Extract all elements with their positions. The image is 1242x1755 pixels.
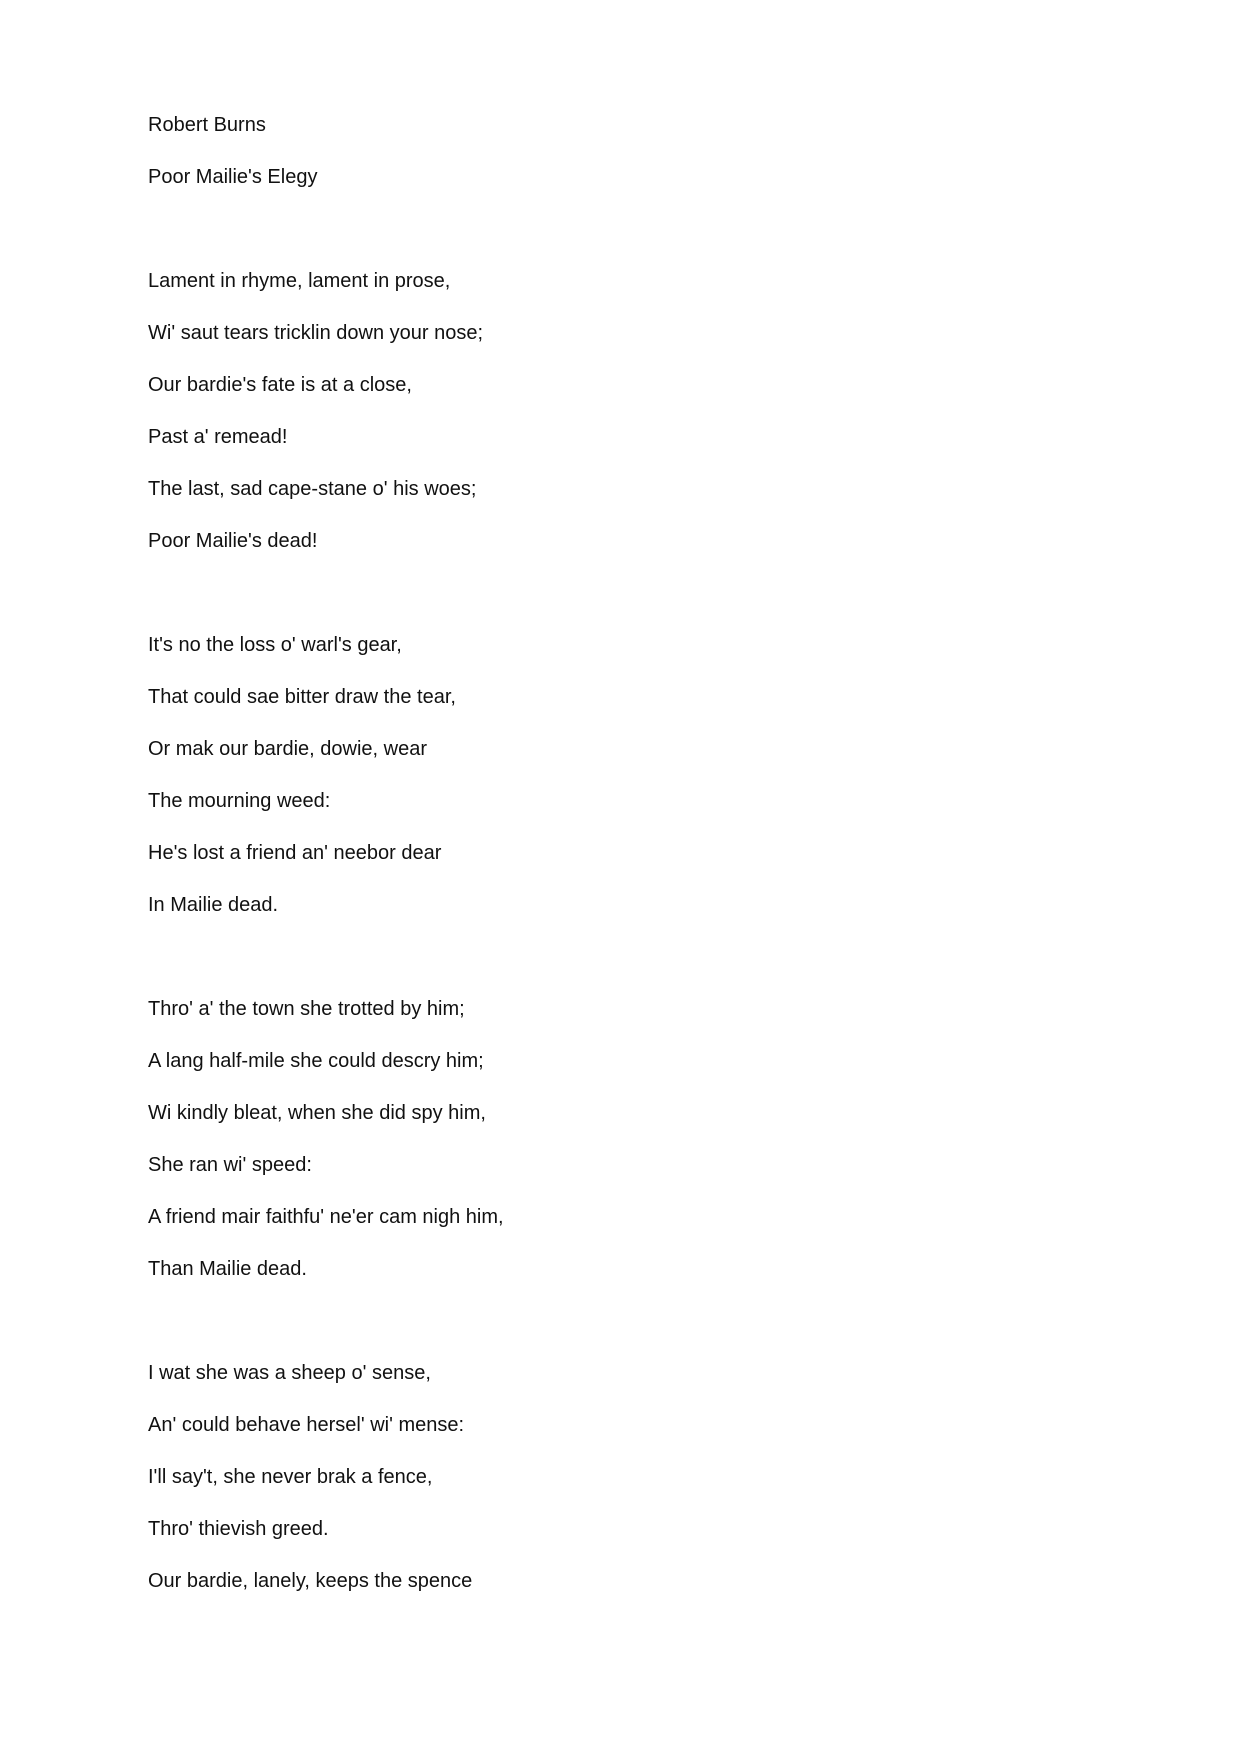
poem-line: The mourning weed:	[148, 790, 331, 812]
poem-line: Or mak our bardie, dowie, wear	[148, 738, 428, 760]
poem-line: Wi kindly bleat, when she did spy him,	[148, 1102, 486, 1124]
poem-line: He's lost a friend an' neebor dear	[148, 842, 442, 864]
stanza-1	[148, 264, 504, 576]
poem-line: The last, sad cape-stane o' his woes;	[148, 478, 477, 500]
poem-line: Past a' remead!	[148, 426, 288, 448]
poem-body	[148, 108, 504, 1616]
poem-line: I'll say't, she never brak a fence,	[148, 1466, 433, 1488]
stanza-4	[148, 1356, 504, 1616]
stanza-gap	[148, 212, 504, 264]
poem-line: Our bardie's fate is at a close,	[148, 374, 412, 396]
poem-line: Our bardie, lanely, keeps the spence	[148, 1570, 473, 1592]
poem-line: She ran wi' speed:	[148, 1154, 312, 1176]
poem-line: A lang half-mile she could descry him;	[148, 1050, 484, 1072]
author-line: Robert Burns	[148, 114, 266, 136]
poem-line: A friend mair faithfu' ne'er cam nigh him,	[148, 1206, 504, 1228]
poem-line: Wi' saut tears tricklin down your nose;	[148, 322, 484, 344]
poem-title: Poor Mailie's Elegy	[148, 166, 318, 188]
poem-line: It's no the loss o' warl's gear,	[148, 634, 402, 656]
stanza-3	[148, 992, 504, 1304]
poem-line: Thro' a' the town she trotted by him;	[148, 998, 465, 1020]
poem-line: Than Mailie dead.	[148, 1258, 307, 1280]
poem-line: Thro' thievish greed.	[148, 1518, 329, 1540]
poem-line: In Mailie dead.	[148, 894, 279, 916]
poem-line: An' could behave hersel' wi' mense:	[148, 1414, 465, 1436]
poem-line: That could sae bitter draw the tear,	[148, 686, 456, 708]
stanza-gap	[148, 1304, 504, 1356]
poem-line: I wat she was a sheep o' sense,	[148, 1362, 431, 1384]
stanza-gap	[148, 576, 504, 628]
poem-line: Poor Mailie's dead!	[148, 530, 318, 552]
stanza-2	[148, 628, 504, 940]
poem-line: Lament in rhyme, lament in prose,	[148, 270, 451, 292]
stanza-gap	[148, 940, 504, 992]
